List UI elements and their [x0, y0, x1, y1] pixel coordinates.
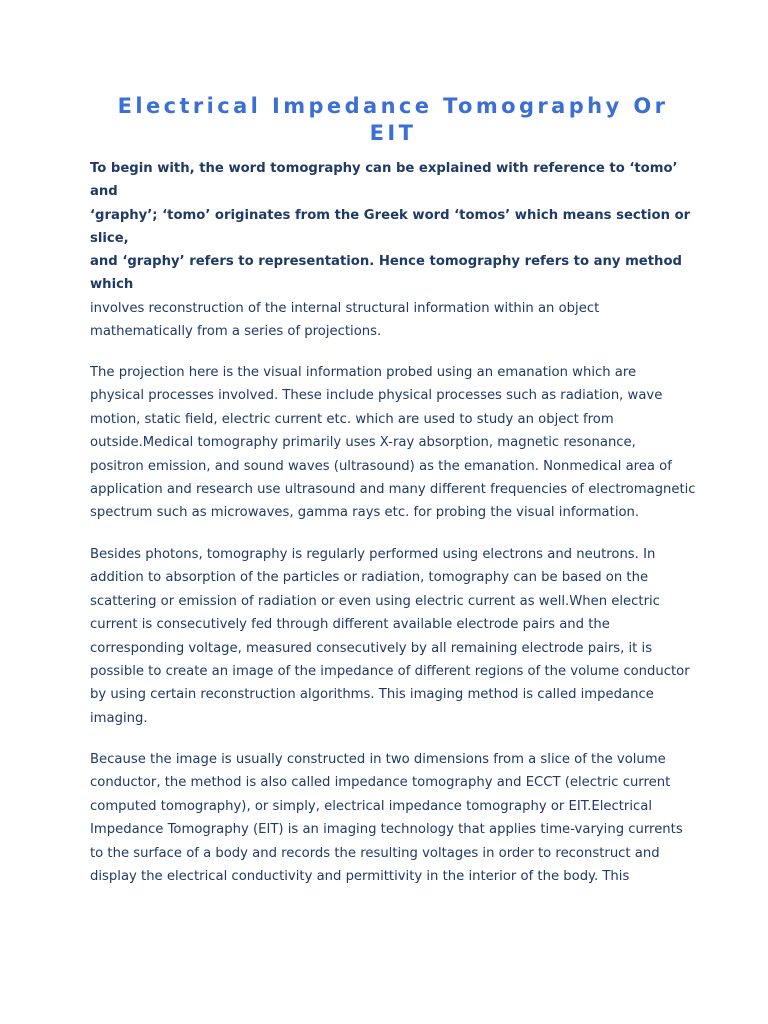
- paragraph-line: possible to create an image of the impedance of different regions of the volume conductor: [90, 664, 690, 680]
- paragraph-line: Impedance Tomography (EIT) is an imaging technology that applies time-varying currents: [90, 822, 683, 838]
- paragraph-line: computed tomography), or simply, electrical impedance tomography or EIT.Electrical: [90, 798, 653, 814]
- paragraph-line: current is consecutively fed through different available electrode pairs and the: [90, 617, 610, 633]
- paragraph-line: imaging.: [90, 710, 148, 726]
- paragraph-line: positron emission, and sound waves (ultrasound) as the emanation. Nonmedical area of: [90, 458, 672, 474]
- title-line: EIT: [369, 121, 417, 145]
- intro-bold-line: slice,: [90, 230, 129, 246]
- body-paragraph: [90, 748, 700, 888]
- paragraph-line: application and research use ultrasound and many different frequencies of electromagnetic: [90, 482, 696, 498]
- paragraph-line: corresponding voltage, measured consecutively by all remaining electrode pairs, it is: [90, 640, 653, 656]
- paragraph-line: outside.Medical tomography primarily uses X-ray absorption, magnetic resonance,: [90, 435, 636, 451]
- paragraph-line: by using certain reconstruction algorithms. This imaging method is called impedance: [90, 687, 654, 703]
- paragraph-line: motion, static field, electric current etc. which are used to study an object from: [90, 411, 614, 427]
- paragraph-line: Because the image is usually constructed in two dimensions from a slice of the volume: [90, 752, 666, 767]
- intro-line: involves reconstruction of the internal structural information within an object: [90, 300, 600, 316]
- title-line: Electrical Impedance Tomography Or: [117, 94, 669, 118]
- paragraph-line: spectrum such as microwaves, gamma rays etc. for probing the visual information.: [90, 505, 640, 521]
- paragraph-line: scattering or emission of radiation or even using electric current as well.When electric: [90, 593, 660, 609]
- intro-bold-line: and ‘graphy’ refers to representation. Hence tomography refers to any method: [90, 254, 682, 270]
- intro-bold-line: which: [90, 277, 134, 293]
- document-title: [90, 93, 696, 147]
- intro-paragraph: [90, 157, 690, 343]
- paragraph-line: to the surface of a body and records the resulting voltages in order to reconstruct and: [90, 845, 660, 861]
- paragraph-line: The projection here is the visual information probed using an emanation which are: [90, 365, 637, 380]
- intro-bold-line: and: [90, 184, 118, 200]
- intro-bold-line: ‘graphy’; ‘tomo’ originates from the Greek word ‘tomos’ which means section or: [90, 207, 691, 223]
- paragraph-line: physical processes involved. These include physical processes such as radiation, wave: [90, 388, 663, 404]
- intro-bold-line: To begin with, the word tomography can be explained with reference to ‘tomo’: [90, 161, 678, 176]
- body-paragraph: [90, 543, 700, 730]
- paragraph-line: addition to absorption of the particles or radiation, tomography can be based on the: [90, 570, 649, 586]
- intro-line: mathematically from a series of projections.: [90, 324, 382, 340]
- paragraph-line: Besides photons, tomography is regularly performed using electrons and neutrons. In: [90, 547, 656, 562]
- body-paragraph: [90, 361, 700, 525]
- paragraph-line: display the electrical conductivity and permittivity in the interior of the body. This: [90, 869, 630, 885]
- paragraph-line: conductor, the method is also called impedance tomography and ECCT (electric current: [90, 775, 671, 791]
